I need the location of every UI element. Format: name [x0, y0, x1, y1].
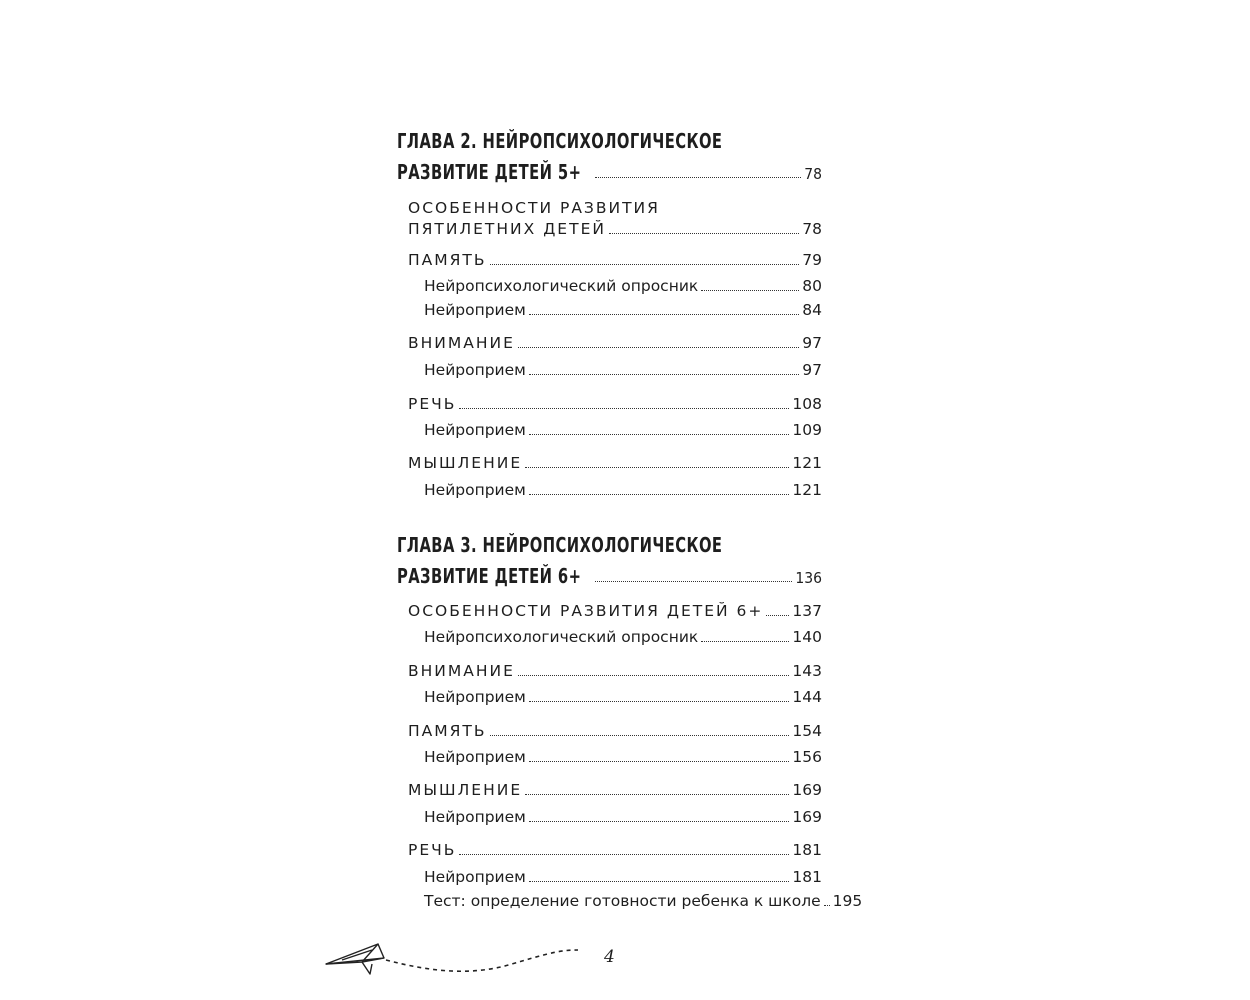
- dot-leader: [701, 290, 799, 291]
- toc-section-entry: [408, 253, 822, 269]
- toc-entry-title: Нейроприем: [424, 688, 526, 706]
- toc-entry-title: МЫШЛЕНИЕ: [408, 781, 523, 799]
- toc-section-entry: [408, 724, 822, 740]
- toc-entry-title: ГЛАВА 2. НЕЙРОПСИХОЛОГИЧЕСКОЕ: [397, 129, 723, 153]
- toc-section-entry: [408, 222, 822, 238]
- toc-entry-title: Тест: определение готовности ребенка к школе: [424, 892, 821, 910]
- toc-section-entry: [408, 604, 822, 620]
- toc-entry-title: ВНИМАНИЕ: [408, 662, 515, 680]
- toc-page-number: 140: [792, 628, 822, 646]
- toc-entry-title: РЕЧЬ: [408, 841, 457, 859]
- toc-entry-title: ОСОБЕННОСТИ РАЗВИТИЯ: [408, 199, 660, 217]
- dot-leader: [529, 701, 790, 702]
- dot-leader: [529, 821, 790, 822]
- toc-page-number: 108: [792, 395, 822, 413]
- toc-page-number: 80: [802, 277, 822, 295]
- toc-chapter-entry: [397, 131, 822, 151]
- toc-chapter-entry: [397, 162, 822, 182]
- toc-entry-title: Нейроприем: [424, 301, 526, 319]
- toc-entry-title: Нейроприем: [424, 868, 526, 886]
- toc-page-number: 143: [792, 662, 822, 680]
- toc-subsection-entry: [424, 750, 822, 766]
- toc-section-entry: [408, 336, 822, 352]
- dot-leader: [518, 675, 790, 676]
- toc-page-number: 78: [802, 220, 822, 238]
- toc-entry-title: Нейроприем: [424, 748, 526, 766]
- toc-page-number: 109: [792, 421, 822, 439]
- toc-page-number: 169: [792, 808, 822, 826]
- toc-section-entry: [408, 664, 822, 680]
- toc-entry-title: РЕЧЬ: [408, 395, 457, 413]
- toc-section-entry: [408, 456, 822, 472]
- toc-page-number: 156: [792, 748, 822, 766]
- toc-entry-title: Нейроприем: [424, 361, 526, 379]
- toc-entry-title: Нейроприем: [424, 481, 526, 499]
- dot-leader: [595, 581, 793, 582]
- toc-entry-title: Нейроприем: [424, 808, 526, 826]
- toc-subsection-entry: [424, 690, 822, 706]
- paper-plane-icon: [322, 938, 582, 978]
- toc-subsection-entry: [424, 810, 822, 826]
- dot-leader: [529, 374, 799, 375]
- toc-entry-title: Нейропсихологический опросник: [424, 277, 699, 295]
- toc-entry-title: МЫШЛЕНИЕ: [408, 454, 523, 472]
- toc-page-number: 181: [792, 841, 822, 859]
- dot-leader: [525, 794, 789, 795]
- toc-entry-title: ПАМЯТЬ: [408, 251, 487, 269]
- toc-entry-title: Нейроприем: [424, 421, 526, 439]
- toc-entry-title: Нейропсихологический опросник: [424, 628, 699, 646]
- dot-leader: [518, 347, 799, 348]
- toc-subsection-entry: [424, 630, 822, 646]
- dot-leader: [529, 434, 790, 435]
- toc-subsection-entry: [424, 363, 822, 379]
- dot-leader: [595, 177, 801, 178]
- toc-page-number: 97: [802, 334, 822, 352]
- dot-leader: [525, 467, 789, 468]
- toc-entry-title: ОСОБЕННОСТИ РАЗВИТИЯ ДЕТЕЙ 6+: [408, 602, 764, 620]
- dot-leader: [701, 641, 789, 642]
- toc-section-entry: [408, 843, 822, 859]
- toc-section-entry: [408, 201, 822, 217]
- dot-leader: [490, 735, 790, 736]
- toc-entry-title: РАЗВИТИЕ ДЕТЕЙ 5+: [397, 160, 582, 184]
- toc-entry-title: ПЯТИЛЕТНИХ ДЕТЕЙ: [408, 220, 606, 238]
- dot-leader: [529, 314, 799, 315]
- toc-entry-title: ВНИМАНИЕ: [408, 334, 515, 352]
- dot-leader: [529, 761, 790, 762]
- toc-page-number: 195: [832, 892, 863, 910]
- toc-page-number: 84: [802, 301, 822, 319]
- toc-section-entry: [408, 397, 822, 413]
- toc-subsection-entry: [424, 279, 822, 295]
- dot-leader: [490, 264, 800, 265]
- toc-page-number: 97: [802, 361, 822, 379]
- toc-subsection-entry: [424, 303, 822, 319]
- page-number: 4: [604, 947, 615, 967]
- toc-page-number: 136: [795, 568, 822, 587]
- toc-entry-title: РАЗВИТИЕ ДЕТЕЙ 6+: [397, 564, 582, 588]
- toc-page-number: 144: [792, 688, 822, 706]
- toc-subsection-entry: [424, 870, 822, 886]
- toc-subsection-entry: [424, 892, 863, 910]
- dot-leader: [824, 905, 830, 906]
- dot-leader: [529, 494, 790, 495]
- toc-chapter-entry: [397, 566, 822, 586]
- dot-leader: [529, 881, 790, 882]
- toc-subsection-entry: [424, 423, 822, 439]
- dot-leader: [609, 233, 799, 234]
- dot-leader: [766, 615, 789, 616]
- dot-leader: [459, 854, 789, 855]
- toc-entry-title: ГЛАВА 3. НЕЙРОПСИХОЛОГИЧЕСКОЕ: [397, 533, 723, 557]
- toc-page-number: 78: [804, 164, 822, 183]
- toc-section-entry: [408, 783, 822, 799]
- toc-page-number: 121: [792, 481, 822, 499]
- toc-page-number: 169: [792, 781, 822, 799]
- toc-page-number: 137: [792, 602, 822, 620]
- toc-entry-title: ПАМЯТЬ: [408, 722, 487, 740]
- dot-leader: [459, 408, 789, 409]
- toc-page-number: 121: [792, 454, 822, 472]
- toc-subsection-entry: [424, 483, 822, 499]
- toc-page-number: 154: [792, 722, 822, 740]
- toc-page-number: 181: [792, 868, 822, 886]
- toc-page-number: 79: [802, 251, 822, 269]
- toc-chapter-entry: [397, 535, 822, 555]
